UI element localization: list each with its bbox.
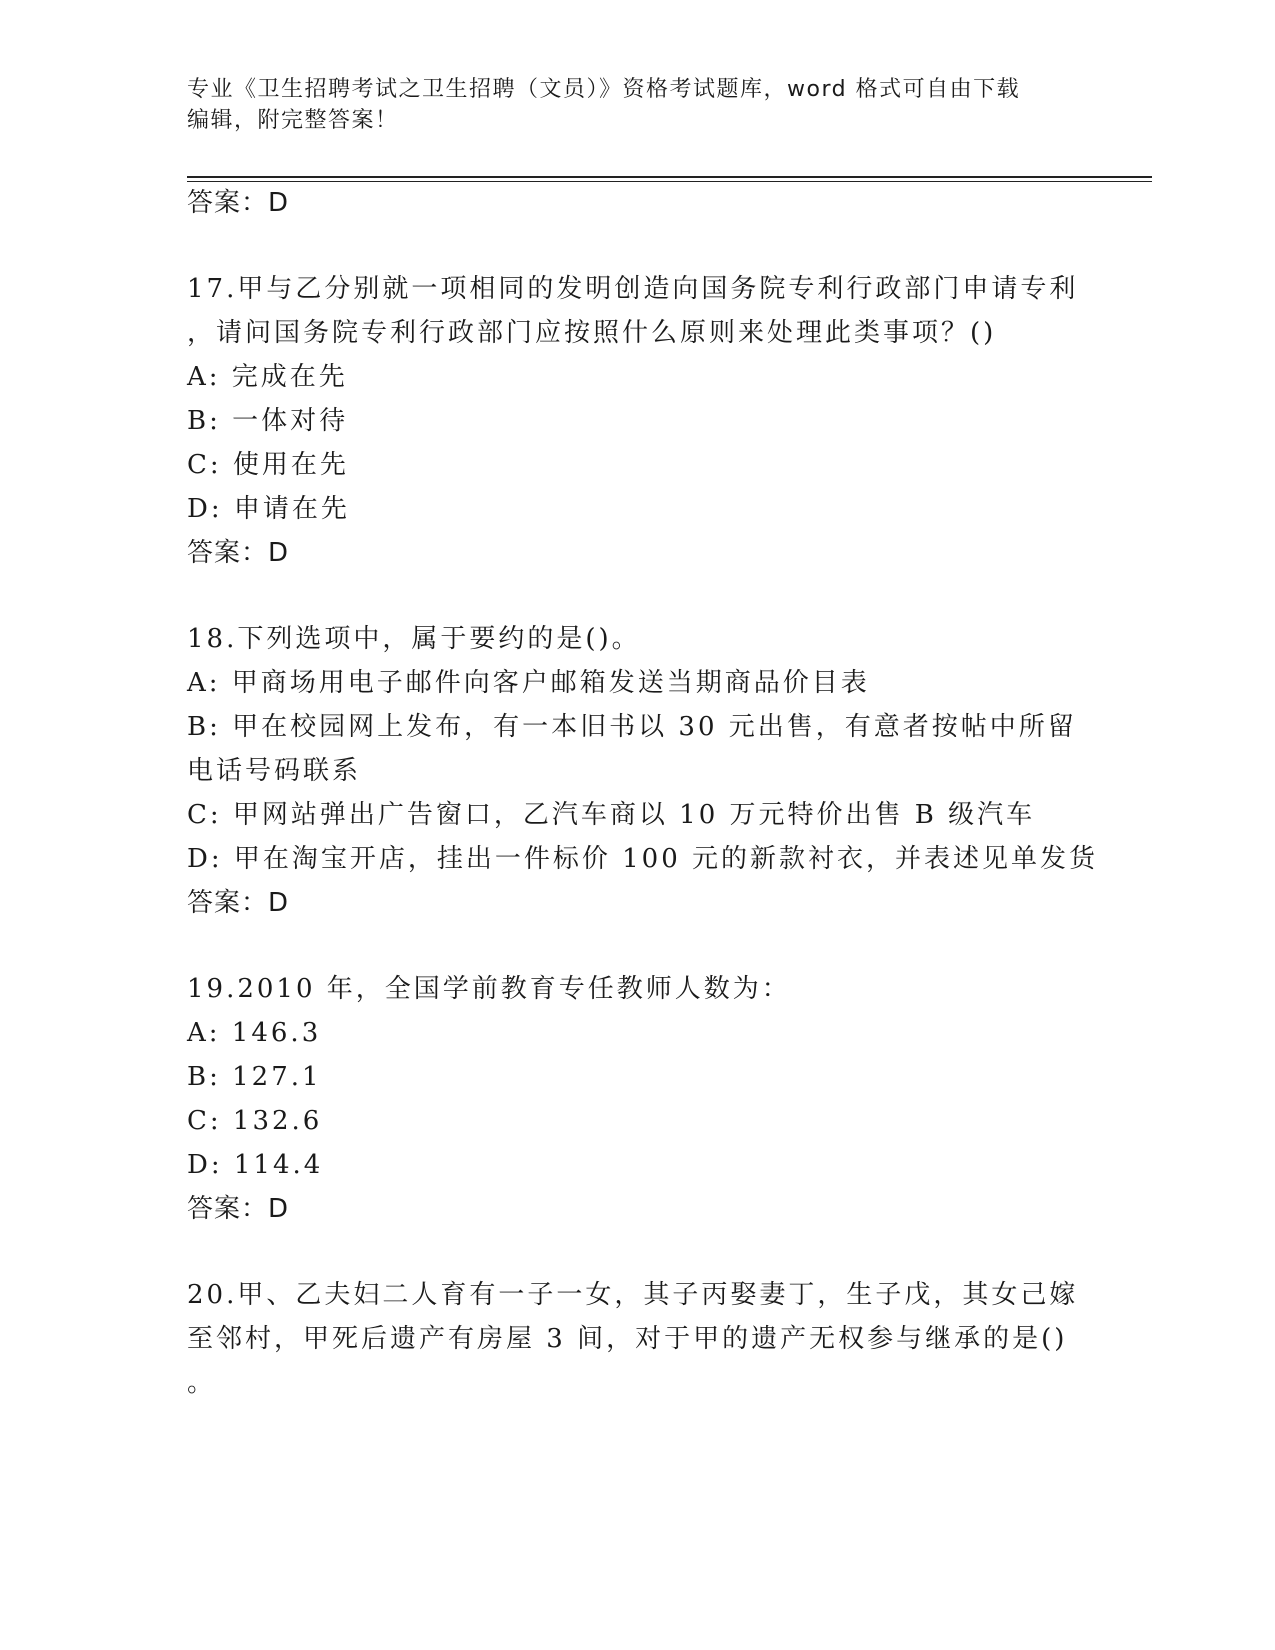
q18-option-a: A: 甲商场用电子邮件向客户邮箱发送当期商品价目表 [187, 668, 870, 698]
q18-option-b-line-1: B: 甲在校园网上发布，有一本旧书以 30 元出售，有意者按帖中所留 [187, 712, 1077, 742]
q17-stem-line-1: 17.甲与乙分别就一项相同的发明创造向国务院专利行政部门申请专利 [187, 274, 1079, 304]
header-rule-thick [187, 176, 1152, 178]
q18-option-b-line-2: 电话号码联系 [187, 756, 362, 786]
q17-option-d: D: 申请在先 [187, 494, 350, 524]
page-header [187, 74, 1067, 136]
q19-answer: 答案：D [187, 1194, 290, 1224]
q19-stem-line-1: 19.2010 年，全国学前教育专任教师人数为： [187, 974, 791, 1004]
q18-option-c: C: 甲网站弹出广告窗口，乙汽车商以 10 万元特价出售 B 级汽车 [187, 800, 1036, 830]
q18-answer: 答案：D [187, 888, 290, 918]
header-line-2: 编辑，附完整答案！ [187, 108, 399, 133]
q17-option-b: B: 一体对待 [187, 406, 349, 436]
answer-prev: 答案：D [187, 188, 290, 218]
q19-option-a: A: 146.3 [187, 1018, 322, 1048]
header-line-1: 专业《卫生招聘考试之卫生招聘（文员）》资格考试题库，word 格式可自由下载 [187, 77, 1021, 102]
q17-option-a: A: 完成在先 [187, 362, 348, 392]
q20-stem-line-3: 。 [187, 1368, 217, 1398]
q20-stem-line-2: 至邻村，甲死后遗产有房屋 3 间，对于甲的遗产无权参与继承的是() [187, 1324, 1068, 1354]
q19-option-b: B: 127.1 [187, 1062, 322, 1092]
q17-stem-line-2: ，请问国务院专利行政部门应按照什么原则来处理此类事项？() [187, 318, 997, 348]
header-rule-thin [187, 181, 1152, 182]
q18-stem-line-1: 18.下列选项中，属于要约的是()。 [187, 624, 641, 654]
q17-option-c: C: 使用在先 [187, 450, 349, 480]
q19-option-d: D: 114.4 [187, 1150, 324, 1180]
q19-option-c: C: 132.6 [187, 1106, 323, 1136]
q18-option-d: D: 甲在淘宝开店，挂出一件标价 100 元的新款衬衣，并表述见单发货 [187, 844, 1099, 874]
q17-answer: 答案：D [187, 538, 290, 568]
q20-stem-line-1: 20.甲、乙夫妇二人育有一子一女，其子丙娶妻丁，生子戊，其女己嫁 [187, 1280, 1079, 1310]
